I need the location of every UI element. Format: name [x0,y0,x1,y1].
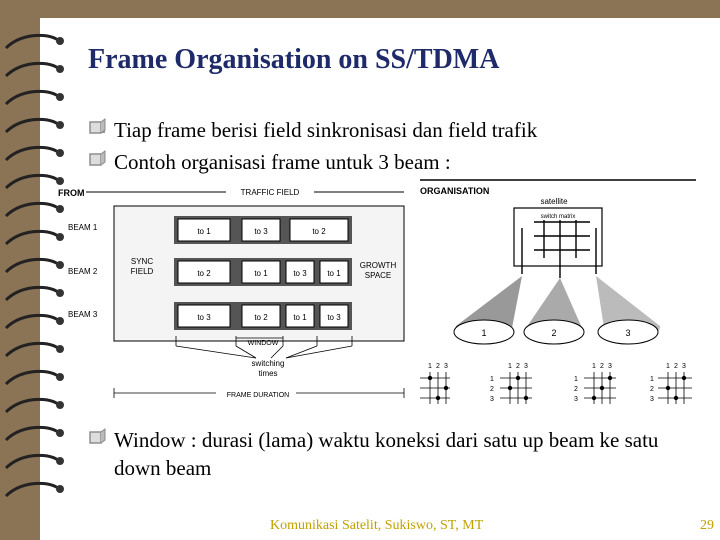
grid-row-label: 1 [490,376,494,383]
binder-ring-icon [6,483,58,496]
binder-hole-icon [56,37,64,45]
slide-title: Frame Organisation on SS/TDMA [88,44,500,75]
binder-ring-icon [6,147,58,160]
beam2-slot-1: to 2 [197,269,211,278]
bullet-2 [88,148,694,176]
switching-times-line1: switching [251,359,285,368]
from-label: FROM [58,188,85,198]
sync-field-line2: FIELD [130,267,154,276]
beam2-slot-3: to 3 [293,269,307,278]
grid-col-label: 1 [428,363,432,370]
grid-row-label: 2 [490,386,494,393]
beam3-slot-3: to 1 [293,313,307,322]
grid-row-label: 1 [574,376,578,383]
grid-col-label: 3 [524,363,528,370]
beam3-slot-4: to 3 [327,313,341,322]
binder-hole-icon [56,93,64,101]
bullet-box-icon [88,426,114,448]
binder-ring-icon [6,455,58,468]
grid-row-label: 2 [574,386,578,393]
binder-hole-icon [56,457,64,465]
beam-1-label: BEAM 1 [68,223,98,232]
beam2-slot-4: to 1 [327,269,341,278]
organisation-label: ORGANISATION [420,186,490,196]
grid-col-label: 3 [608,363,612,370]
grid-col-label: 3 [444,363,448,370]
connection-grid-4 [650,363,692,404]
spot-1-label: 1 [481,328,487,338]
binder-ring-icon [6,35,58,48]
binder-ring-icon [6,343,58,356]
bullet-1-text: Tiap frame berisi field sinkronisasi dan field trafik [114,118,538,142]
switch-matrix-label: switch matrix [540,214,576,220]
beam1-slot-3: to 2 [312,227,326,236]
window-label: WINDOW [247,340,279,347]
grid-col-label: 3 [682,363,686,370]
binder-hole-icon [56,149,64,157]
binder-ring-icon [6,259,58,272]
spot-2-label: 2 [551,328,557,338]
binder-hole-icon [56,65,64,73]
beam2-slot-2: to 1 [254,269,268,278]
grid-row-label: 3 [650,396,654,403]
grid-col-label: 2 [436,363,440,370]
grid-row-label: 3 [490,396,494,403]
page-number: 29 [700,518,714,533]
connection-grid-1 [420,363,450,404]
grid-col-label: 1 [592,363,596,370]
growth-space-line1: GROWTH [359,261,397,270]
beam3-slot-2: to 2 [254,313,268,322]
bullet-3-text: Window : durasi (lama) waktu koneksi dari satu up beam ke satu down beam [114,428,659,480]
satellite-label: satellite [540,197,568,206]
grid-col-label: 2 [516,363,520,370]
grid-col-label: 2 [674,363,678,370]
binder-ring-icon [6,63,58,76]
bullet-1 [88,116,694,144]
frame-organisation-figure [56,178,700,410]
binder-hole-icon [56,485,64,493]
grid-col-label: 2 [600,363,604,370]
binder-ring-icon [6,287,58,300]
beam-2-label: BEAM 2 [68,267,98,276]
grid-col-label: 1 [666,363,670,370]
binder-ring-icon [6,91,58,104]
binder-hole-icon [56,429,64,437]
spot-3-label: 3 [625,328,631,338]
binder-ring-icon [6,231,58,244]
binder-ring-icon [6,399,58,412]
binder-ring-icon [6,119,58,132]
growth-space-line2: SPACE [364,271,392,280]
binder-hole-icon [56,121,64,129]
grid-row-label: 1 [650,376,654,383]
beam1-slot-2: to 3 [254,227,268,236]
grid-row-label: 2 [650,386,654,393]
binder-ring-icon [6,315,58,328]
binder-ring-icon [6,427,58,440]
beam3-slot-1: to 3 [197,313,211,322]
connection-grid-2 [490,363,532,404]
sync-field-line1: SYNC [130,257,154,266]
bullet-box-icon [88,148,114,170]
beam1-slot-1: to 1 [197,227,211,236]
bullet-2-text: Contoh organisasi frame untuk 3 beam : [114,150,451,174]
switching-times-line2: times [258,369,278,378]
binder-ring-icon [6,203,58,216]
bullet-3 [88,426,694,482]
grid-row-label: 3 [574,396,578,403]
binder-ring-icon [6,175,58,188]
traffic-field-label: TRAFFIC FIELD [240,188,300,197]
beam-3-label: BEAM 3 [68,310,98,319]
footer-text: Komunikasi Satelit, Sukiswo, ST, MT [270,518,484,533]
connection-grid-3 [574,363,616,404]
bullet-box-icon [88,116,114,138]
grid-col-label: 1 [508,363,512,370]
frame-duration-label: FRAME DURATION [226,392,290,399]
binder-ring-icon [6,371,58,384]
